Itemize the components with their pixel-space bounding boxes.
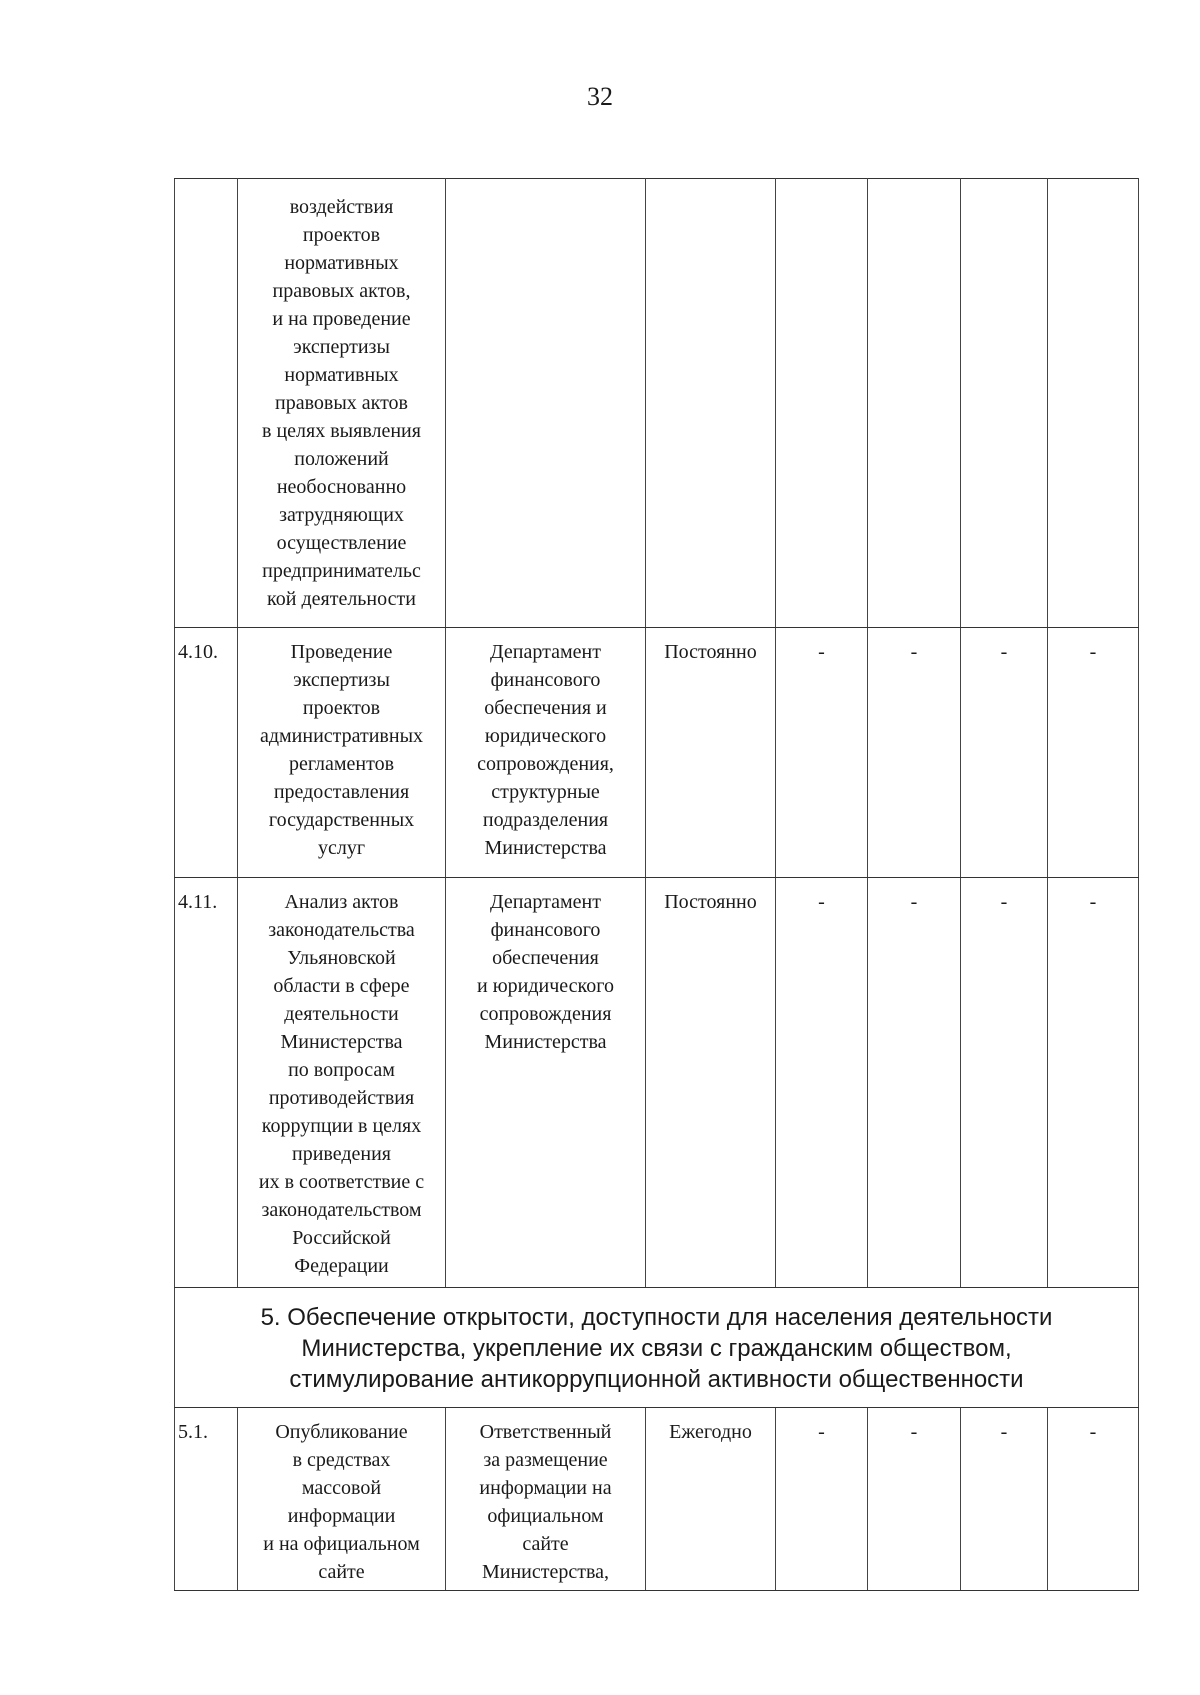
value-cell: - xyxy=(776,628,868,878)
value-cell: - xyxy=(776,878,868,1288)
term-cell: Постоянно xyxy=(646,628,776,878)
value-cell xyxy=(868,179,961,628)
term-cell: Постоянно xyxy=(646,878,776,1288)
value-cell: - xyxy=(868,628,961,878)
section-heading-row xyxy=(175,1288,1139,1408)
measure-cell: Проведение экспертизы проектов административных регламентов предоставления государственных услуг xyxy=(238,628,446,878)
responsible-cell: Департамент финансового обеспечения и юридического сопровождения, структурные подразделения Министерства xyxy=(446,628,646,878)
measure-cell: Анализ актов законодательства Ульяновской области в сфере деятельности Министерства по вопросам противодействия коррупции в целях приведения их в соответствие с законодательством Российской Федерации xyxy=(238,878,446,1288)
row-number: 4.10. xyxy=(175,628,238,878)
value-cell xyxy=(1048,179,1139,628)
value-cell: - xyxy=(1048,1408,1139,1591)
responsible-cell xyxy=(446,179,646,628)
page-number: 32 xyxy=(587,82,613,111)
term-cell xyxy=(646,179,776,628)
responsible-cell: Ответственный за размещение информации на официальном сайте Министерства, xyxy=(446,1408,646,1591)
measure-cell: Опубликование в средствах массовой информации и на официальном сайте xyxy=(238,1408,446,1591)
value-cell: - xyxy=(868,878,961,1288)
value-cell: - xyxy=(868,1408,961,1591)
value-cell: - xyxy=(776,1408,868,1591)
value-cell: - xyxy=(961,628,1048,878)
table-row xyxy=(175,878,1139,1288)
value-cell: - xyxy=(961,1408,1048,1591)
row-number xyxy=(175,179,238,628)
value-cell xyxy=(961,179,1048,628)
table-row xyxy=(175,1408,1139,1591)
row-number: 4.11. xyxy=(175,878,238,1288)
term-cell: Ежегодно xyxy=(646,1408,776,1591)
responsible-cell: Департамент финансового обеспечения и юридического сопровождения Министерства xyxy=(446,878,646,1288)
table-row xyxy=(175,179,1139,628)
value-cell xyxy=(776,179,868,628)
section-5-heading: 5. Обеспечение открытости, доступности для населения деятельности Министерства, укрепление их связи с гражданским обществом, стимулирование антикоррупционной активности общественности xyxy=(175,1288,1139,1408)
table-row xyxy=(175,628,1139,878)
row-number: 5.1. xyxy=(175,1408,238,1591)
value-cell: - xyxy=(961,878,1048,1288)
value-cell: - xyxy=(1048,878,1139,1288)
anticorruption-plan-table xyxy=(174,178,1139,1591)
value-cell: - xyxy=(1048,628,1139,878)
measure-cell: воздействия проектов нормативных правовых актов, и на проведение экспертизы нормативных правовых актов в целях выявления положений необоснованно затрудняющих осуществление предпринимательс кой деятельности xyxy=(238,179,446,628)
